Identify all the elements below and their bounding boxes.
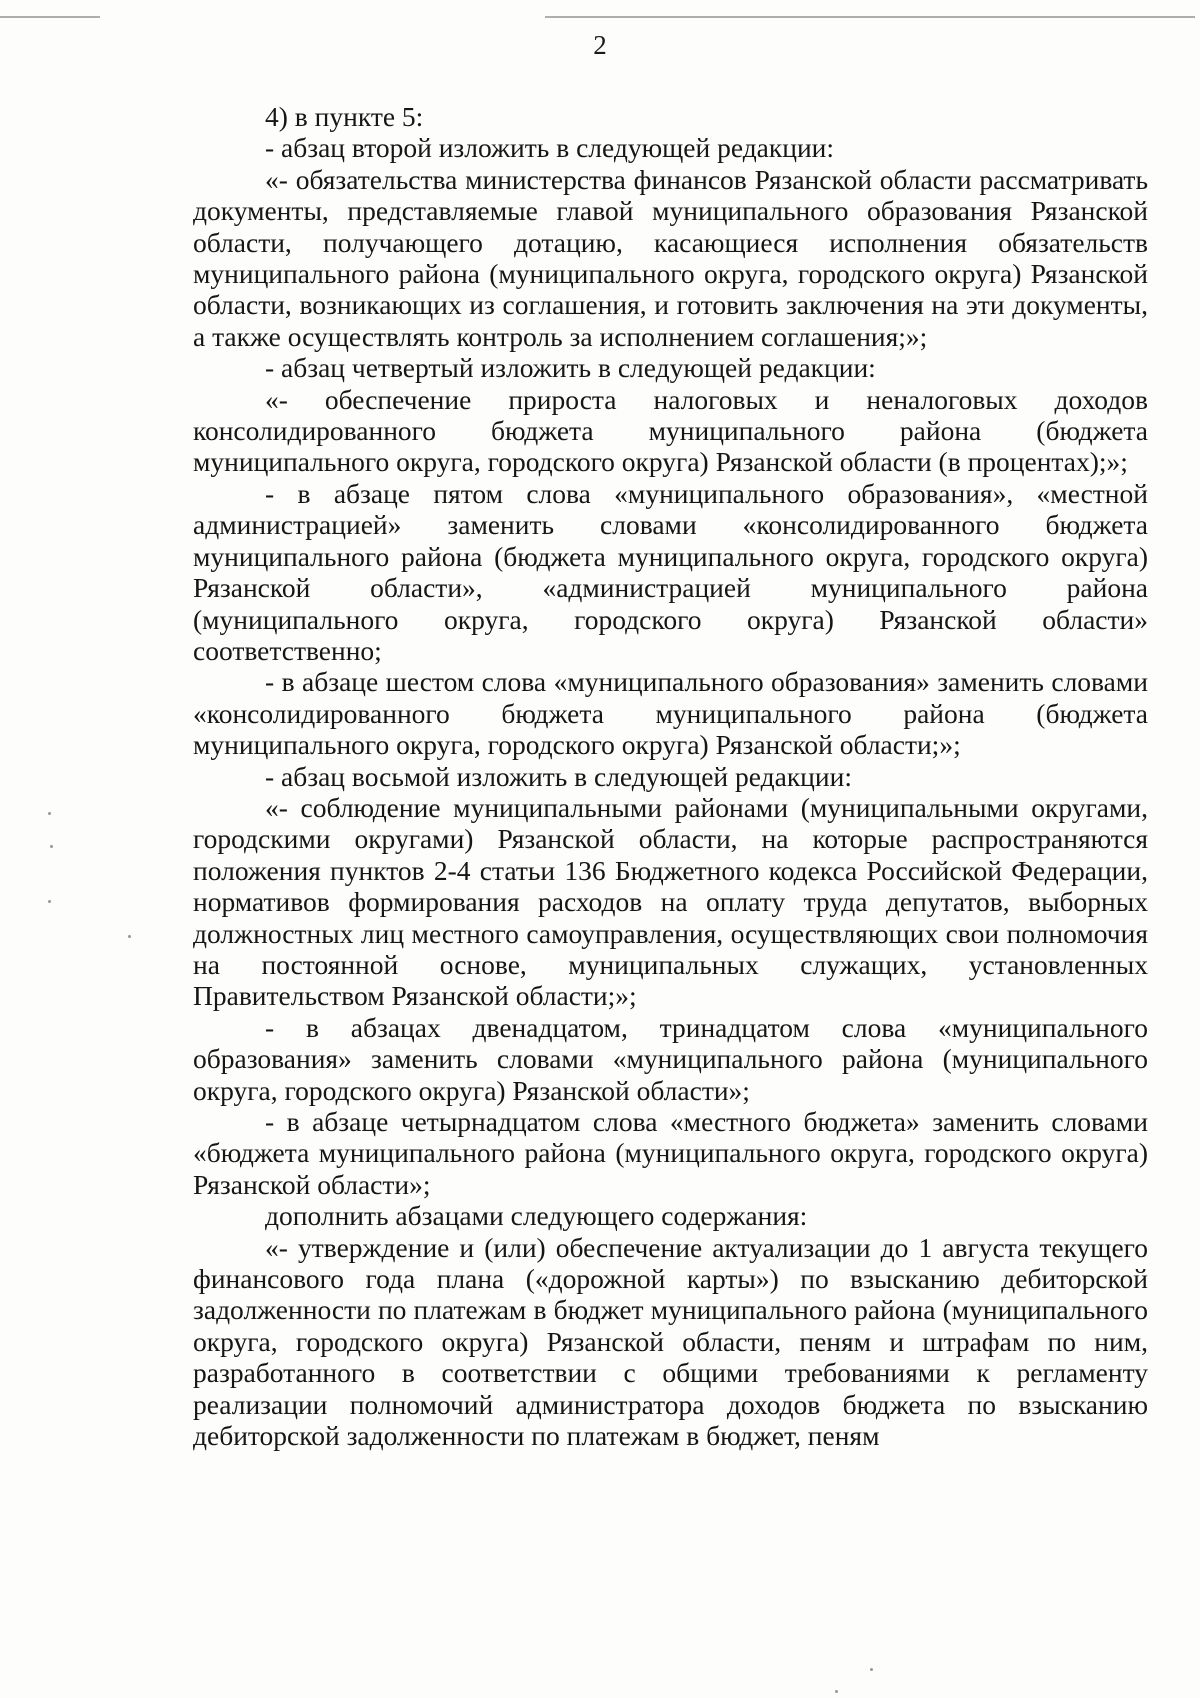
paragraph-5: «- обеспечение прироста налоговых и неналоговых доходов консолидированного бюджета муниципального района (бюджета муниципального округа, городского округа) Рязанской области (в процентах);»;: [193, 383, 1148, 478]
paragraph-12: дополнить абзацами следующего содержания:: [265, 1200, 808, 1232]
paragraph-7: - в абзаце шестом слова «муниципального образования» заменить словами «консолидированного бюджета муниципального района (бюджета муниципального округа, городского округа) Рязанской области;»;: [193, 666, 1148, 761]
paragraph-9: «- соблюдение муниципальными районами (муниципальными округами, городскими округами) Рязанской области, на которые распространяются положения пунктов 2-4 статьи 136 Бюджетного кодекса Российской Федерации, нормативов формирования расходов на оплату труда депутатов, выборных должностных лиц местного самоуправления, осуществляющих свои полномочия на постоянной основе, муниципальных служащих, установленных Правительством Рязанской области;»;: [193, 791, 1148, 1012]
paragraph-1: 4) в пункте 5:: [265, 101, 424, 132]
paragraph-13: «- утверждение и (или) обеспечение актуализации до 1 августа текущего финансового года плана («дорожной карты») по взысканию дебиторской задолженности по платежам в бюджет муниципального района (муниципального округа, городского округа) Рязанской области, пеням и штрафам по ним, разработанного в соответствии с общими требованиями к регламенту реализации полномочий администратора доходов бюджета по взысканию дебиторской задолженности по платежам в бюджет, пеням: [193, 1231, 1148, 1452]
scan-speck: [128, 935, 131, 938]
paragraph-6: - в абзаце пятом слова «муниципального образования», «местной администрацией» заменить словами «консолидированного бюджета муниципального района (бюджета муниципального округа, городского округа) Рязанской области», «администрацией муниципального района (муниципального округа, городского округа) Рязанской области» соответственно;: [193, 477, 1148, 666]
scan-speck: [48, 812, 51, 815]
scan-artifact-line-right: [545, 16, 1195, 18]
paragraph-11: - в абзаце четырнадцатом слова «местного бюджета» заменить словами «бюджета муниципального района (муниципального округа, городского округа) Рязанской области»;: [193, 1106, 1148, 1200]
paragraph-3: «- обязательства министерства финансов Рязанской области рассматривать документы, представляемые главой муниципального образования Рязанской области, получающего дотацию, касающиеся исполнения обязательств муниципального района (муниципального округа, городского округа) Рязанской области, возникающих из соглашения, и готовить заключения на эти документы, а также осуществлять контроль за исполнением соглашения;»;: [193, 163, 1148, 352]
scan-speck: [870, 1668, 873, 1671]
paragraph-10: - в абзацах двенадцатом, тринадцатом слова «муниципального образования» заменить словами «муниципального района (муниципального округа, городского округа) Рязанской области»;: [193, 1011, 1148, 1106]
paragraph-4: - абзац четвертый изложить в следующей редакции:: [265, 352, 876, 384]
scan-artifact-line-left: [0, 16, 100, 18]
page-number: 2: [593, 30, 607, 60]
scan-speck: [50, 845, 53, 848]
scan-speck: [48, 900, 51, 903]
paragraph-2: - абзац второй изложить в следующей редакции:: [265, 132, 835, 164]
paragraph-8: - абзац восьмой изложить в следующей редакции:: [265, 760, 852, 792]
scan-speck: [835, 1690, 838, 1693]
document-body: [193, 101, 1148, 1451]
